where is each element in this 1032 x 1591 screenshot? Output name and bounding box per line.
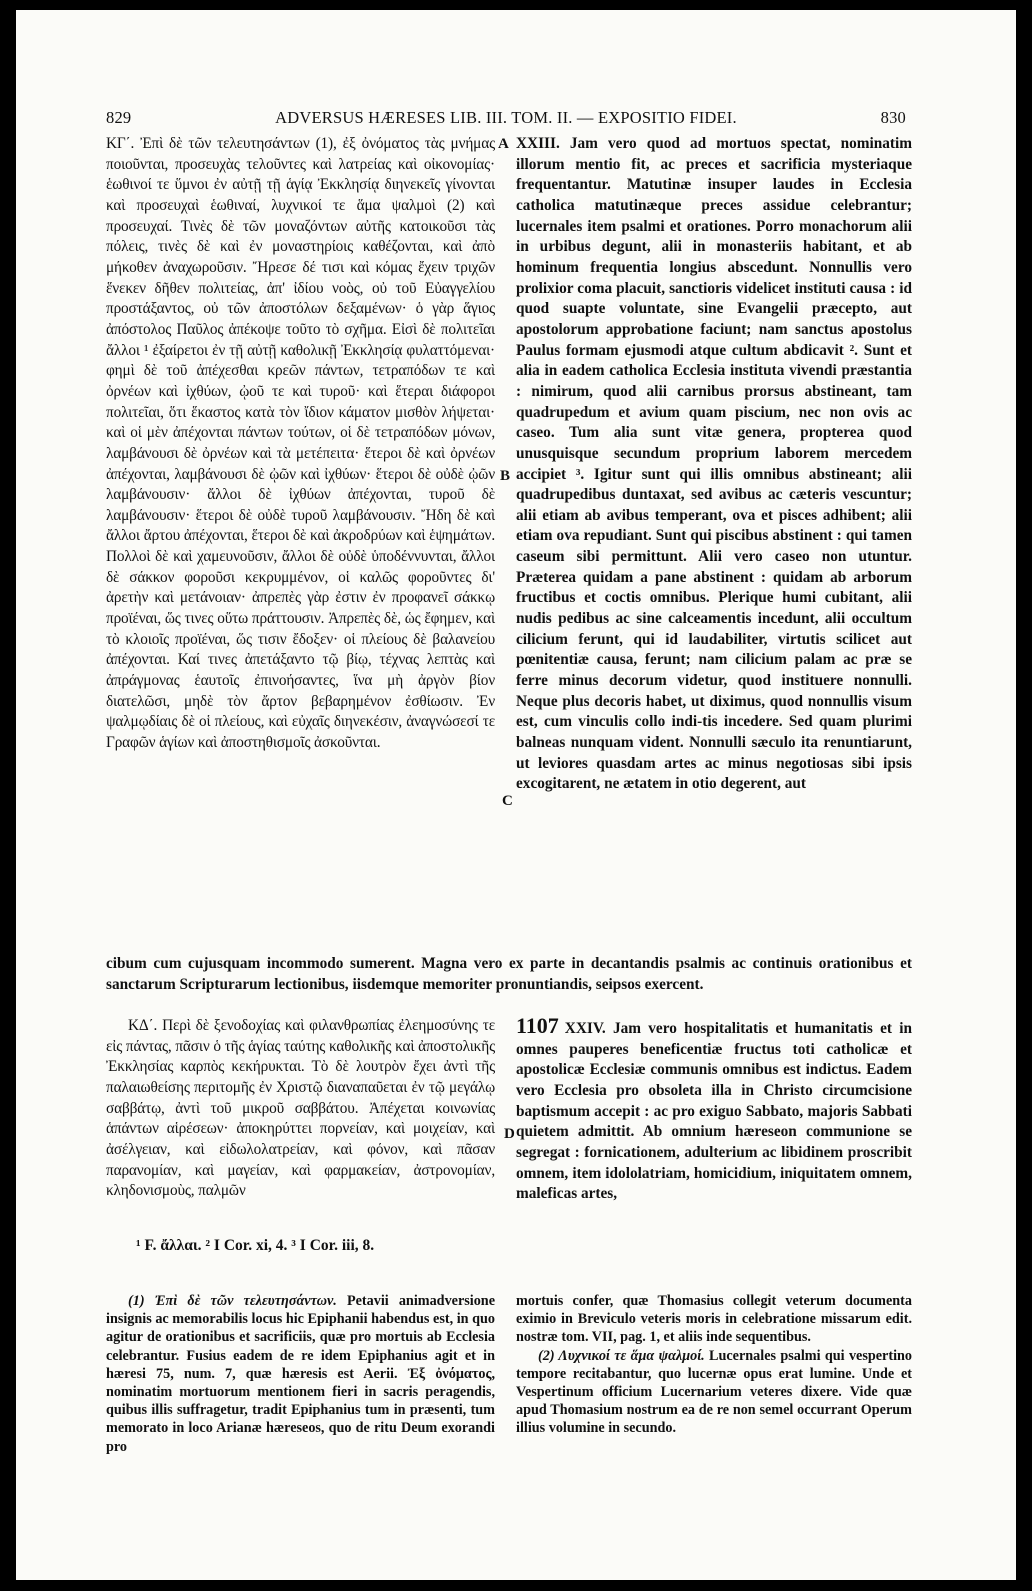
- greek-section-23-text: ΚΓ΄. Ἐπὶ δὲ τῶν τελευτησάντων (1), ἐξ ὀνόματος τὰς μνήμας ποιοῦνται, προσευχὰς τελοῦντες καὶ λατρείας καὶ οἰκονομίας· ἑωθινοί τε ὕμνοι ἐν αὐτῇ τῇ ἁγίᾳ Ἐκκλησίᾳ διηνεκεῖς γίνονται καὶ προσευχαὶ ἑωθιναί, λυχνικοί τε ἅμα ψαλμοὶ (2) καὶ προσευχαί. Τινὲς δὲ τῶν μοναζόντων αὐτῆς κατοικοῦσι τὰς πόλεις, τινὲς δὲ καὶ ἐν μοναστηρίοις καθέζονται, καὶ ἀπὸ μήκοθεν ἀναχωροῦσιν. Ἤρεσε δέ τισι καὶ κόμας ἔχειν τριχῶν ἕνεκεν δῆθεν πολιτείας, ἀπ' ἰδίου νοὸς, οὐ τοῦ Εὐαγγελίου προστάξαντος, οὐ τῶν ἀποστόλων δεξαμένων· ὁ γὰρ ἅγιος ἀπόστολος Παῦλος ἀπέκοψε τοῦτο τὸ σχῆμα. Εἰσὶ δὲ πολιτεῖαι ἄλλοι ¹ ἐξαίρετοι ἐν τῇ αὐτῇ καθολικῇ Ἐκκλησίᾳ φυλαττόμεναι· φημὶ δὲ τοῦ ἀπέχεσθαι κρεῶν πάντων, τετραπόδων τε καὶ ὀρνέων καὶ ἰχθύων, ᾠοῦ τε καὶ τυροῦ· καὶ ἕτεραι διάφοροι πολιτεῖαι, ὅτι ἕκαστος κατὰ τὸν ἴδιον κάματον μισθὸν λήψεται· καὶ οἱ μὲν ἀπέχονται πάντων τούτων, οἱ δὲ τετραπόδων μόνων, λαμβάνουσι δὲ ὀρνέων καὶ τὰ μετέπειτα· ἕτεροι δὲ καὶ ὀρνέων ἀπέχονται, λαμβάνουσι δὲ ᾠῶν καὶ ἰχθύων· ἕτεροι δὲ οὐδὲ ᾠῶν λαμβάνουσιν· ἄλλοι δὲ ἰχθύων ἀπέχονται, τυροῦ δὲ λαμβάνουσιν· ἕτεροι δὲ οὐδὲ τυροῦ λαμβάνουσιν. Ἤδη δὲ καὶ ἄλλοι ἄρτου ἀπέχονται, ἕτεροι δὲ καὶ ἀκροδρύων καὶ ἑψημάτων. Πολλοὶ δὲ καὶ χαμευνοῦσιν, ἄλλοι δὲ οὐδὲ ὑποδέννυνται, ἄλλοι δὲ σάκκον φοροῦσι κεκρυμμένον, οἱ καλῶς φοροῦντες δι' ἀρετὴν καὶ μετάνοιαν· ἀπρεπὲς γὰρ ἐστιν ἐν προφανεῖ σάκκῳ προϊέναι, ὥς τινες οὕτω πράττουσιν. Ἀπρεπὲς δὲ, ὡς ἔφημεν, καὶ τὸ κλοιοῖς προϊέναι, ὥς τισιν ἔδοξεν· οἱ πλείους δὲ βαλανείου ἀπέχονται. Καί τινες ἀπετάξαντο τῷ βίῳ, τέχνας λεπτὰς καὶ ἀπράγμονας ἑαυτοῖς ἐπινοήσαντες, ἵνα μὴ ἀργὸν βίον διατελῶσι, μηδὲ τὸν ἄρτον βεβαρημένον ἐσθίωσιν. Ἐν ψαλμῳδίαις δὲ οἱ πλείους, καὶ εὐχαῖς διηνεκέσιν, ἀναγνώσεσί τε Γραφῶν ἁγίων καὶ ἀποστηθισμοῖς ἀσκοῦνται.: [106, 135, 495, 752]
- note-2-lemma: (2) Λυχνικοί τε ἅμα ψαλμοί.: [538, 1347, 705, 1364]
- editor-note-1: [106, 1292, 495, 1456]
- left-page-number: 829: [106, 108, 132, 127]
- margin-letter-b: B: [500, 468, 511, 484]
- right-page-number: 830: [880, 108, 906, 127]
- editor-notes-right: [516, 1292, 912, 1438]
- latin-section-24: [516, 1013, 912, 1205]
- running-title: ADVERSUS HÆRESES LIB. III. TOM. II. — EXPOSITIO FIDEI.: [275, 108, 737, 127]
- latin-section-24-text: XXIV. Jam vero hospitalitatis et humanitatis et in omnes pauperes beneficentiæ fructus toti catholicæ et apostolicæ Ecclesiæ communis omnibus est indictus. Eadem vero Ecclesia pro obsoleta illa in Christo circumcisione baptismum accepit : ac pro exiguo Sabbato, majoris Sabbati quietem admittit. Ab omnium hæreseon communione se segregat : fornicationem, adulterium ac libidinem proscribit omnem, item idololatriam, homicidium, iniquitatem omnem, maleficas artes,: [516, 1020, 912, 1203]
- margin-letter-d: D: [504, 1126, 515, 1142]
- latin-section-23: [516, 134, 912, 795]
- greek-section-23: [106, 134, 495, 754]
- note-1-continuation: mortuis confer, quæ Thomasius collegit veterum documenta eximio in Breviculo veteris moris in celebratione missarum edit. nostræ tom. VII, pag. 1, et aliis inde sequentibus.: [516, 1293, 912, 1346]
- greek-section-24-text: ΚΔ΄. Περὶ δὲ ξενοδοχίας καὶ φιλανθρωπίας ἐλεημοσύνης τε εἰς πάντας, πᾶσιν ὁ τῆς ἁγίας ταύτης καθολικῆς καὶ ἀποστολικῆς Ἐκκλησίας καρπὸς κεκήρυκται. Τὸ δὲ λουτρὸν ἔχει ἀντὶ τῆς παλαιωθείσης περιτομῆς ἐν Χριστῷ διαναπαῦεται ἐν τῷ μεγάλῳ σαββάτῳ, ἀντὶ τοῦ μικροῦ σαββάτου. Ἀπέχεται κοινωνίας ἁπάντων αἱρέσεων· ἀποκηρύττει πορνείαν, καὶ μοιχείαν, καὶ ἀσέλγειαν, καὶ εἰδωλολατρείαν, καὶ φόνον, καὶ πᾶσαν παρανομίαν, καὶ μαγείαν, καὶ φαρμακείαν, ἀστρονομίαν, κληδονισμοὺς, παλμῶν: [106, 1017, 495, 1200]
- margin-letter-c: C: [502, 793, 513, 809]
- latin-section-23-text: XXIII. Jam vero quod ad mortuos spectat, nominatim illorum mentio fit, ac preces et sacrificia mysteriaque frequentantur. Matutinæ insuper laudes in Ecclesia catholica matutinæque preces assidue celebrantur; lucernales item psalmi et orationes. Porro monachorum alii in urbibus degunt, alii in monasteriis habitant, et ab hominum frequentia longius abscedunt. Nonnullis vero prolixior coma placuit, sanctioris videlicet instituti causa : id quod suapte voluntate, sine Evangelii præcepto, aut apostolorum approbatione faciunt; nam sanctus apostolus Paulus formam ejusmodi atque cultum abdicavit ². Sunt et alia in eadem catholica Ecclesia instituta vivendi præstantia : nimirum, quod alii carnibus prorsus abstineant, tam quadrupedum et avium quam piscium, nec non ovis ac caseo. Tum alia sunt vitæ genera, propterea quod unusquisque secundum proprium laborem mercedem accipiet ³. Igitur sunt qui illis omnibus abstineant; alii quadrupedibus duntaxat, sed avibus ac cæteris vescuntur; alii etiam ab avibus temperant, ova et pisces adhibent; alii etiam ova repudiant. Sunt qui piscibus abstinent : qui tamen caseum sibi permittunt. Alii vero caseo non utuntur. Præterea quidam a pane abstinent : quidam ab arborum fructibus et coctis omnibus. Plerique humi cubitant, alii nudis pedibus ac sine calceamentis incedunt, alii occultum cilicium ferunt, qui id laudabiliter, virtutis scilicet aut pœnitentiæ causa, ferunt; nam cilicium palam ac præ se ferre minus decorum videtur, quod instituere nonnulli. Neque plus decoris habet, ut diximus, quod nonnullis visum est, cum vinculis collo indi-tis incedere. Sed quam plurimi balneas nunquam vident. Nonnulli sæculo ita renuntiarunt, ut leviores quasdam artes ac minus negotiosas sibi ipsis excogitarent, ne ætatem in otio degerent, aut: [516, 135, 912, 793]
- footnote-references: ¹ F. ἄλλαι. ² I Cor. xi, 4. ³ I Cor. iii, 8.: [136, 1237, 375, 1254]
- greek-section-24: [106, 1016, 495, 1202]
- latin-section-23-continuation: [106, 954, 912, 995]
- note-1-body: Petavii animadversione insignis ac memorabilis locus hic Epiphanii habendus est, in quo agitur de orationibus et sacrificiis, quæ pro mortuis ab Ecclesia celebrantur. Fusius eadem de re idem Epiphanius agit et in hæresi 75, num. 7, quæ hæresis est Aerii. Ἐξ ὀνόματος, nominatim mortuorum mentionem fieri in sacris peragendis, quibus illis suffragetur, tradit Epiphanius tum in præsenti, tum memorato in loco Arianæ hæreseos, quo de ritu Deum exorandi pro: [106, 1293, 495, 1455]
- note-2-body: Lucernales psalmi qui vespertino tempore recitabantur, quo lucernæ opus erat lumine. Unde et Vespertinum officium Lucernarium veteres dixere. Vide quæ apud Thomasium nostrum ea de re non semel occurrant Operum illius volumine in secundo.: [516, 1347, 912, 1437]
- note-1-lemma: (1) Ἐπὶ δὲ τῶν τελευτησάντων.: [128, 1293, 337, 1309]
- latin-section-23-continuation-text: cibum cum cujusquam incommodo sumerent. Magna vero ex parte in decantandis psalmis ac continuis orationibus et sanctarum Scripturarum lectionibus, iisdemque memoriter pronuntiandis, seipsos exercent.: [106, 955, 912, 993]
- book-page: [16, 10, 1016, 1580]
- column-number: 1107: [516, 1013, 559, 1038]
- margin-letter-a: A: [498, 136, 509, 152]
